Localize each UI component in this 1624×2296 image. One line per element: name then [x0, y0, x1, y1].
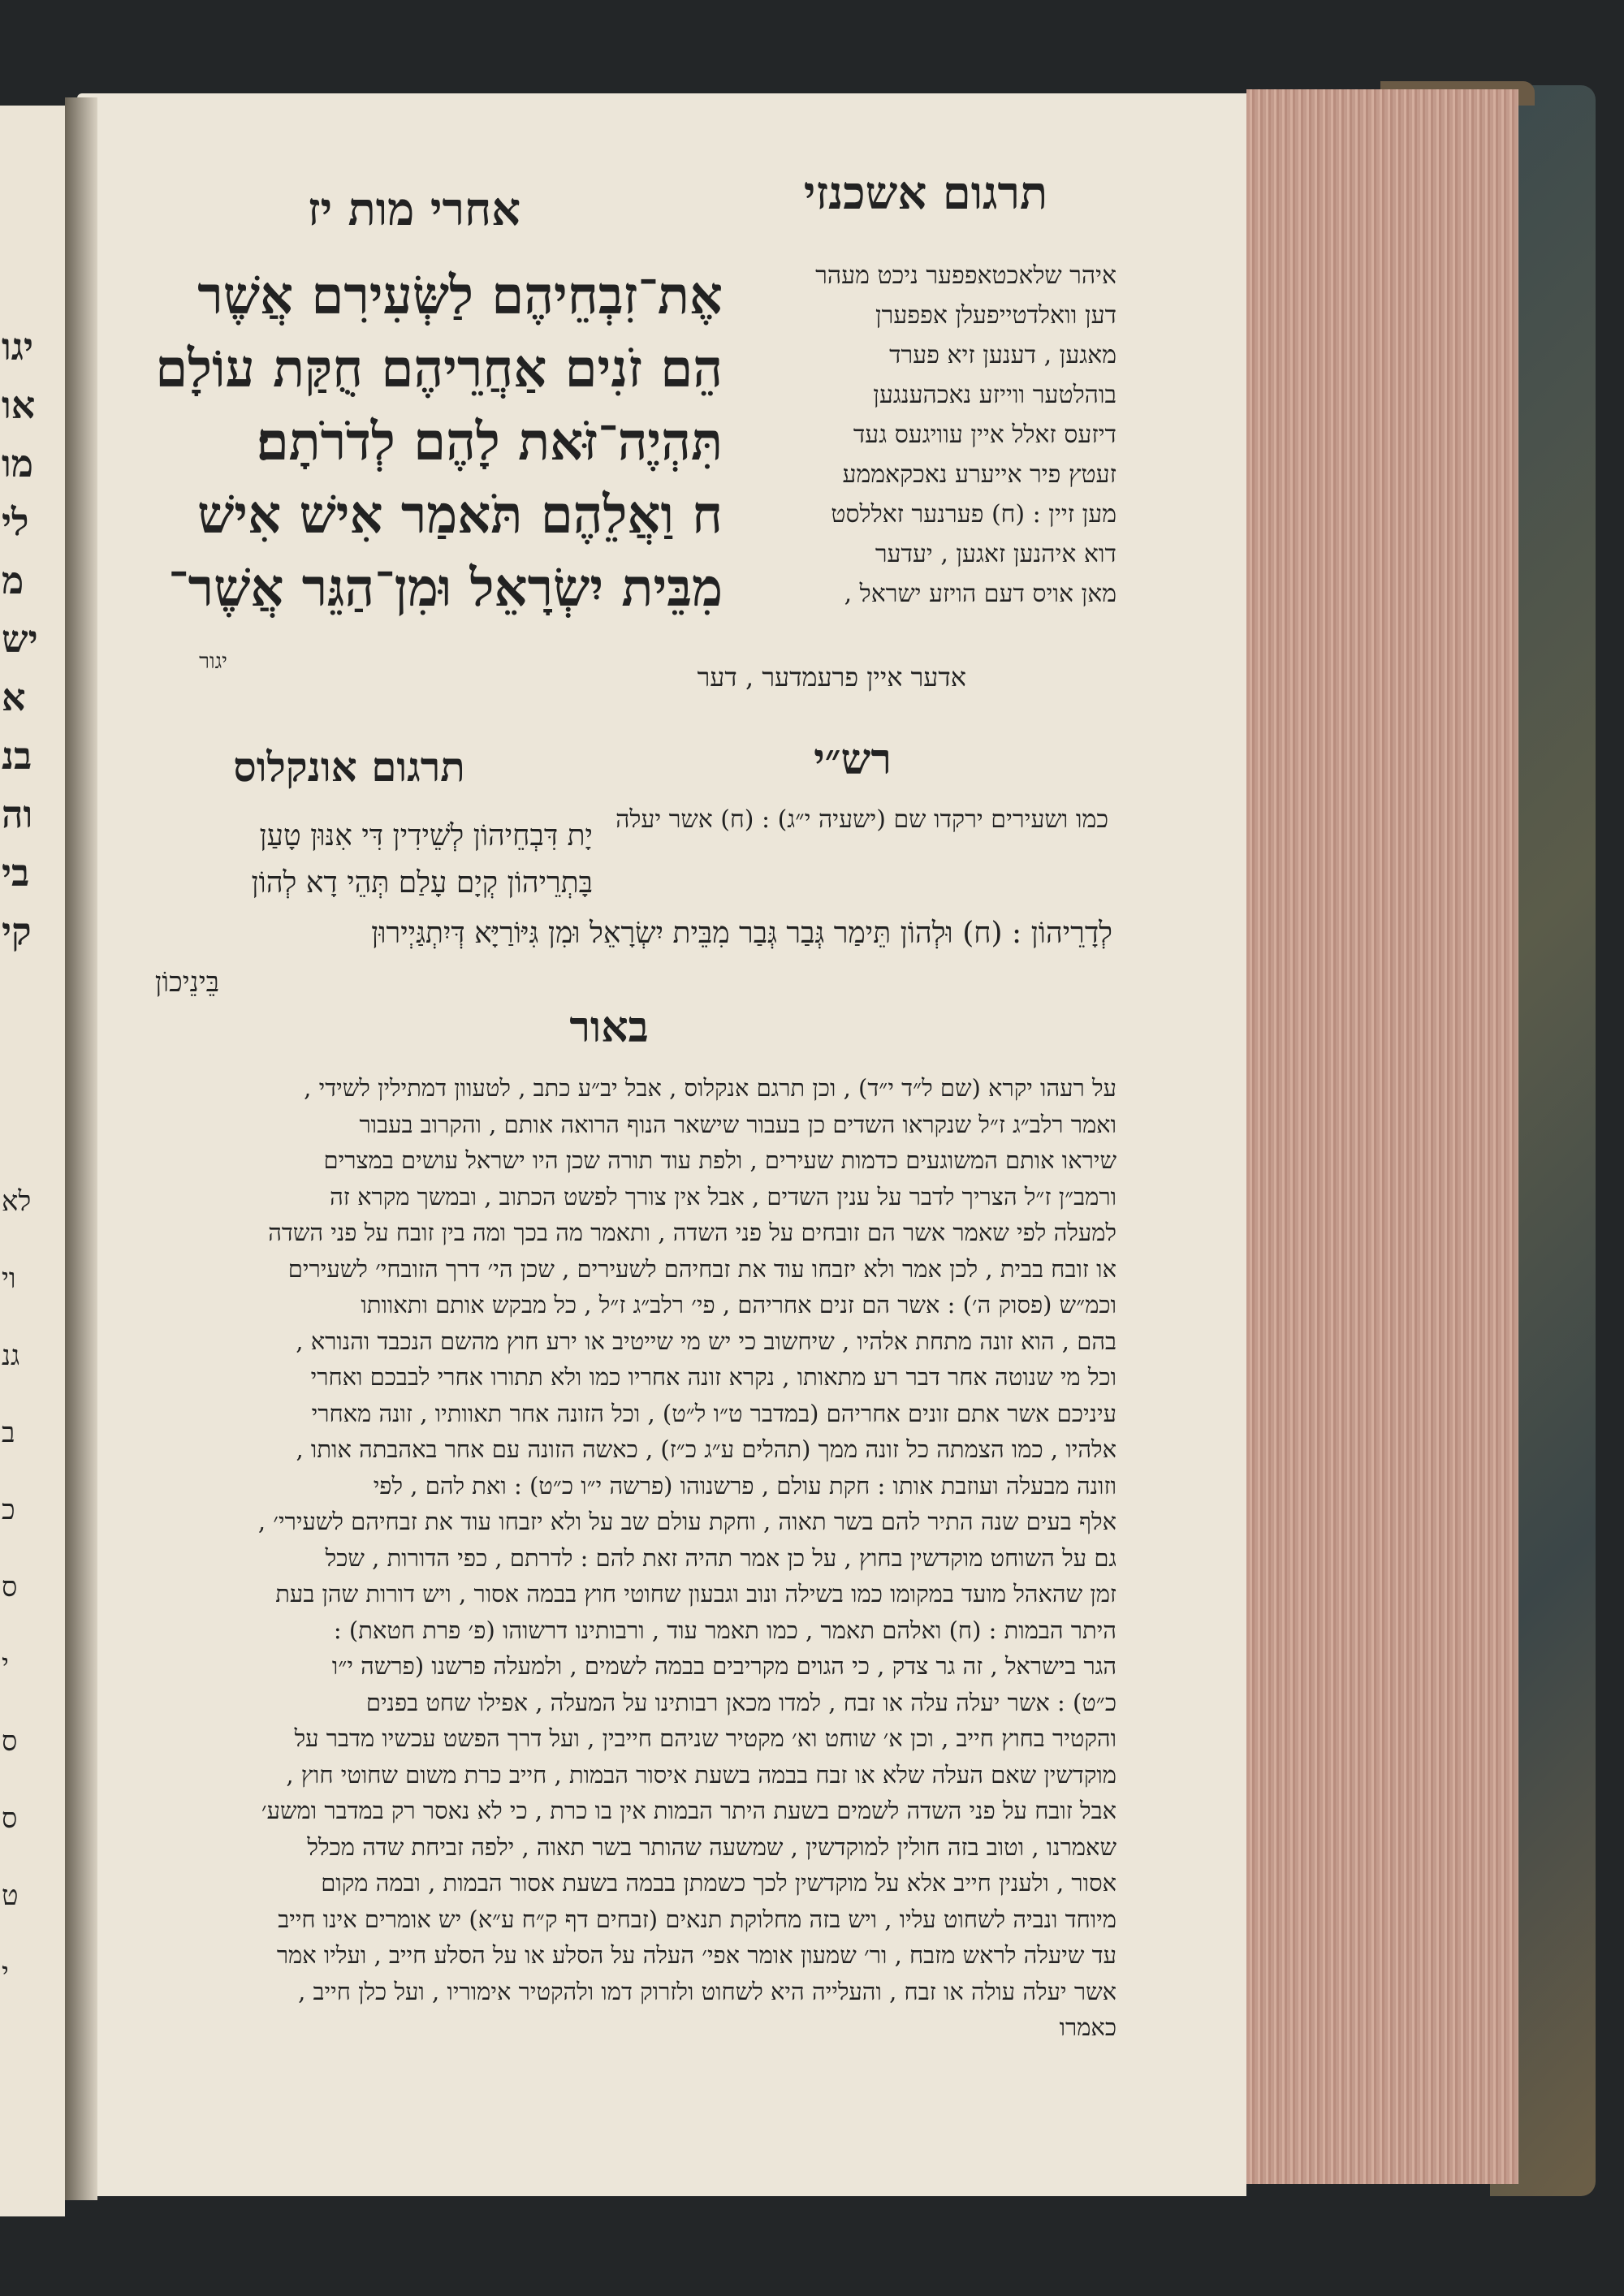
biur-line: אבל זובח על פני השדה לשמים בשעת היתר הבמות אין בו כרת , כי לא נאסר רק במדבר ומשע׳ [261, 1797, 1116, 1824]
biur-line: והקטיר בחוץ חייב , וכן א׳ שוחט וא׳ מקטיר שניהם חייבין , ועל דרך הפשט עכשיו מדבר על [294, 1724, 1116, 1752]
rashi-text: כמו ושעירים ירקדו שם (ישעיה י״ג) : (ח) אשר יעלה [615, 805, 1108, 834]
translation-line: דיזעס זאלל איין עוויגעס געד [853, 421, 1116, 449]
biur-line: ואמר רלב״ג ז״ל שנקראו השדים כן בעבור שישאר הנוף הרואה אותם , והקרוב בעבור [359, 1110, 1116, 1138]
biur-line: או זובח בבית , לכן אמר ולא יזבחו עוד את זבחיהם לשעירים , שכן הי׳ דרך הזובחי׳ לשעירים [287, 1254, 1116, 1283]
biur-line: עיניכם אשר אתם זונים אחריהם (במדבר ט״ו ל״ט) , וכל הזונה אחר תאוותיו , זונה מאחרי [311, 1399, 1116, 1427]
biur-line: ורמב״ן ז״ל הצריך לדבר על ענין השדים , אבל אין צורך לפשט הכתוב , ובמשך מקרא זה [330, 1182, 1116, 1211]
catchword: יגור [199, 650, 227, 674]
onkelos-line-3: לְדָרֵיהוֹן : (ח) וּלְהוֹן תֵּימַר גְּבַר גְּבַר מִבֵּית יִשְׂרָאֵל וּמִן גִּיּוֹרַיָּא דְּיִתְגַּיְירוּן [371, 917, 1112, 950]
left-page-fragment: ב [2, 1417, 15, 1449]
left-page-fragment: או [2, 383, 36, 427]
biur-line: היתר הבמות : (ח) ואלהם תאמר , כמו תאמר עוד , ורבותינו דרשוהו (פ׳ פרת חטאת) : [333, 1616, 1116, 1644]
biur-line: על רעהו יקרא (שם ל״ד י״ד) , וכן תרגם אנקלוס , אבל יב״ע כתב , לטעוון דמתילין לשידי , [304, 1074, 1116, 1102]
left-page-fragment: לא [2, 1185, 32, 1218]
left-page-fragment: וה [2, 792, 33, 836]
onkelos-line-4: בֵּינֵיכוֹן [154, 966, 219, 999]
left-page-fragment: יגו [2, 325, 34, 369]
translation-line: דוא איהנען זאגען , יעדער [875, 540, 1116, 568]
biur-line: אסור , ולענין חייב אלא על מוקדשין לכך כשמתן בבמה בשעת אסור הבמות , ובמה מקום [321, 1869, 1116, 1897]
translation-line: בוהלטער ווייזע נאכהענגען [873, 381, 1116, 409]
left-page-fragment: בנ [2, 734, 32, 778]
left-page-fragment: בי [2, 851, 30, 895]
biur-line: אשר יעלה עולה או זבח , והעלייה היא לשחוט ולזרוק דמו ולהקטיר אימוריו , ועל כלן חייב , [298, 1977, 1116, 2005]
biur-line: וכמ״ש (פסוק ה׳) : אשר הם זנים אחריהם , פי׳ רלב״ג ז״ל , כל מבקש אותם ותאוותו [361, 1291, 1116, 1318]
left-page-fragment: ט [2, 1880, 19, 1912]
left-page-fragment: לי [2, 500, 29, 544]
translation-line: איהר שלאכטאפפער ניכט מעהר [815, 261, 1116, 290]
left-page-fragment: כ [2, 1494, 15, 1526]
torah-line: ח וַאֲלֵהֶם תֹּאמַר אִישׁ אִישׁ [197, 485, 723, 546]
left-page [0, 106, 65, 2216]
biur-line: גם על השוחט מוקדשין בחוץ , על כן אמר תהיה זאת להם : לדרתם , כפי הדורות , שכל [325, 1543, 1116, 1572]
translation-tail: אדער איין פרעמדער , דער [697, 662, 966, 693]
translation-column [735, 256, 1116, 614]
translation-line: מען זיין : (ח) פערנער זאללסט [831, 500, 1116, 529]
left-page-fragment: גנ [2, 1340, 20, 1372]
page-gutter [65, 97, 97, 2200]
torah-line: הֵם זֹנִים אַחֲרֵיהֶם חֻקַּת עוֹלָם [155, 339, 723, 399]
page-edges [1246, 89, 1518, 2184]
biur-line: בהם , הוא זונה מתחת אלהיו , שיחשוב כי יש מי שייטיב או ירע חוץ מהשם הנכבד והנורא , [296, 1327, 1116, 1355]
biur-line: זמן שהאהל מועד במקומו כמו בשילה ונוב וגבעון שחוטי חוץ בבמה אסור , ויש דורות שהן בעת [275, 1580, 1116, 1608]
left-page-fragment: קי [2, 909, 32, 953]
torah-line: מִבֵּית יִשְׂרָאֵל וּמִן־הַגֵּר אֲשֶׁר־ [168, 558, 723, 619]
left-page-fragment: י [2, 1648, 9, 1681]
left-page-fragment: ס [2, 1725, 18, 1758]
biur-line: למעלה לפי שאמר אשר הם זובחים על פני השדה , ותאמר מה בכך ומה בין זובח על פני השדה [268, 1219, 1116, 1246]
left-page-fragment: ס [2, 1571, 18, 1603]
left-page-fragment: וי [2, 1262, 16, 1295]
torah-line: אֶת־זִבְחֵיהֶם לַשְּׂעִירִם אֲשֶׁר [197, 265, 723, 326]
translation-line: דען וואלדטייפעלן אפפערן [875, 301, 1116, 330]
biur-line: הגר בישראל , זה גר צדק , כי הגוים מקריבים בבמה לשמים , ולמעלה פרשנו (פרשה י״ו [331, 1652, 1116, 1680]
onkelos-header: תרגום אונקלוס [233, 743, 465, 791]
left-page-fragment: ס [2, 1802, 18, 1835]
biur-line: שאמרנו , וטוב בזה חולין למוקדשין , שמשעה שהותר בשר תאוה , ילפה זביחת שדה מכלל [307, 1832, 1116, 1861]
biur-line: עד שיעלה לראש מזבח , ור׳ שמעון אומר אפי׳ העלה על הסלע או על הסלע חייב , ועליו אמר [276, 1941, 1116, 1969]
biur-line: מוקדשין שאם העלה שלא או זבח בבמה בשעת איסור הבמות , חייב כרת משום שחוטי חוץ , [286, 1760, 1116, 1789]
biur-header: באור [569, 1003, 649, 1052]
biur-line: וכל מי שנוטה אחר דבר רע מתאותו , נקרא זונה אחריו כמו ולא תתורו אחרי לבבכם ואחרי [310, 1363, 1116, 1391]
translation-line: מאן אויס דעם הויזע ישראל , [844, 580, 1116, 608]
onkelos-line-1: יָת דִּבְחֵיהוֹן לְשֵׁידִין דִּי אִנּוּן טָעַן [259, 819, 593, 852]
biur-line: וזונה מבעלה ועוזבת אותו : חקת עולם , פרשנוהו (פרשה י״ו כ״ט) : ואת להם , לפי [373, 1471, 1116, 1500]
biur-line: כ״ט) : אשר יעלה עלה או זבח , למדו מכאן רבותינו על המעלה , אפילו שחט בפנים [365, 1688, 1116, 1716]
translation-line: זעטץ פיר אייערע נאכקאממע [842, 460, 1116, 489]
biur-line: אלהיו , כמו הצמתה כל זונה ממך (תהלים ע״ג כ״ז) , כאשה הזונה עם אחר באהבתה אותו , [296, 1435, 1116, 1463]
torah-text [122, 260, 723, 625]
biur-text [122, 1070, 1116, 2046]
biur-line: כאמרו [1059, 2013, 1116, 2041]
torah-line: תִּהְיֶה־זֹּאת לָהֶם לְדֹרֹתָם׃ [256, 412, 723, 473]
left-page-fragment: מ [2, 559, 24, 602]
onkelos-line-2: בָּתְרֵיהוֹן קְיָם עָלַם תְּהֵי דָא לְהוֹן [251, 866, 593, 900]
left-page-fragment: א [2, 675, 26, 719]
translation-line: מאגען , דענען זיא פערד [889, 341, 1116, 369]
left-page-fragment: מו [2, 442, 34, 486]
rashi-header: רש״י [814, 735, 892, 784]
left-page-fragment: י [2, 1957, 9, 1989]
left-page-fragment: יש [2, 617, 38, 661]
header-right-title: תרגום אשכנזי [803, 166, 1048, 220]
biur-line: אלף בעים שנה התיר להם בשר תאוה , וחקת עולם שב על ולא יזבחו עוד את זבחיהם לשעירי׳ , [257, 1508, 1116, 1535]
header-left-title: אחרי מות יז [307, 183, 521, 236]
biur-line: מיוחד ונביה לשחוט עליו , ויש בזה מחלוקת תנאים (זבחים דף ק״ח ע״א) יש אומרים אינו חייב [278, 1905, 1116, 1933]
biur-line: שיראו אותם המשוגעים כדמות שעירים , ולפת עוד תורה שכן היו ישראל עושים במצרים [323, 1146, 1116, 1174]
